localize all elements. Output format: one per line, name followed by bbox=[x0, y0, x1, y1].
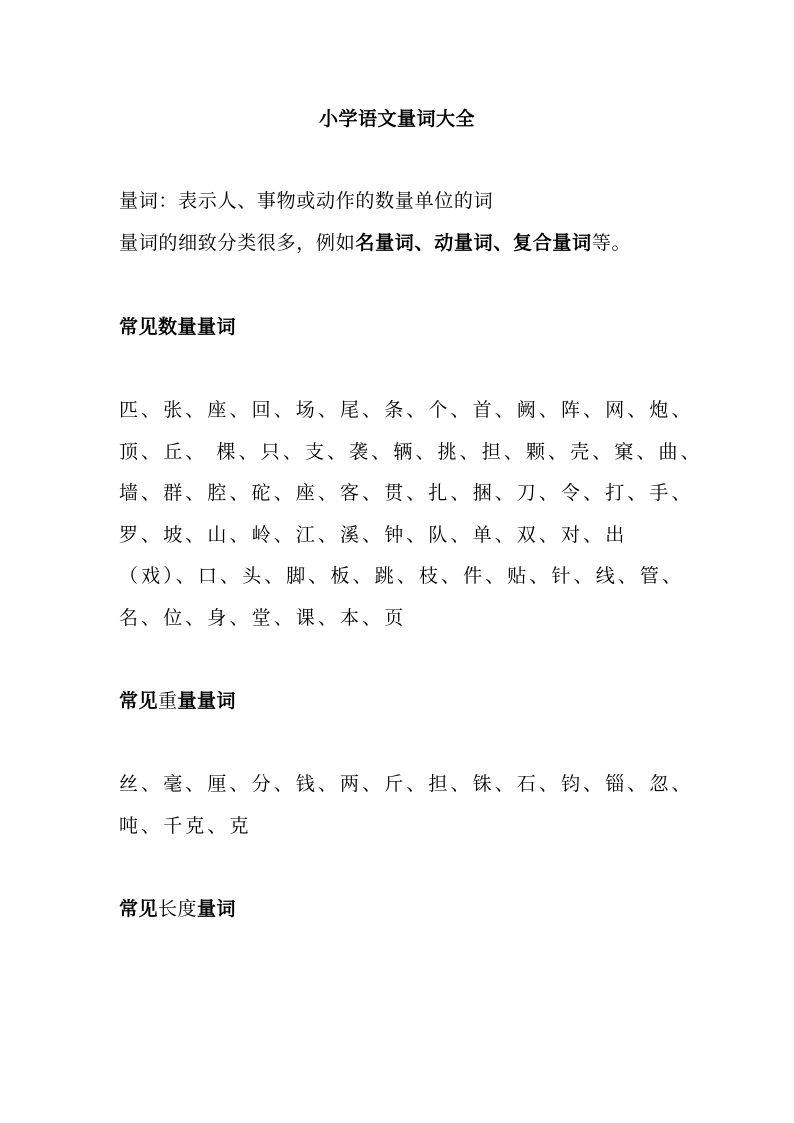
weight-word-list bbox=[119, 771, 694, 854]
word-row: 丝、毫、厘、分、钱、两、斤、担、铢、石、钧、锱、忽、 bbox=[119, 773, 694, 795]
heading-part: 常见 bbox=[119, 690, 159, 712]
word-row: 匹、张、座、回、场、尾、条、个、首、阙、阵、网、炮、 bbox=[119, 399, 694, 421]
heading-part: 量量词 bbox=[177, 690, 237, 712]
classification-prefix: 量词的细致分类很多，例如 bbox=[119, 232, 356, 254]
word-row: 墙、群、腔、砣、座、客、贯、扎、捆、刀、令、打、手、 bbox=[119, 482, 694, 504]
heading-part: 长度 bbox=[158, 898, 198, 920]
word-row: 名、位、身、堂、课、本、页 bbox=[119, 606, 407, 629]
section-heading-quantity bbox=[119, 314, 236, 340]
quantity-word-list bbox=[119, 397, 703, 646]
word-row: 吨、千克、克 bbox=[119, 814, 252, 837]
heading-part: 常见 bbox=[119, 898, 159, 920]
definition-line: 量词：表示人、事物或动作的数量单位的词 bbox=[119, 190, 494, 212]
document-title: 小学语文量词大全 bbox=[318, 108, 475, 130]
word-row: 罗、坡、山、岭、江、溪、钟、队、单、双、对、出 bbox=[119, 523, 628, 546]
heading-part: 常见数量量词 bbox=[119, 316, 237, 338]
classification-emphasis: 名量词、动量词、复合量词 bbox=[355, 232, 592, 254]
word-row: （戏）、口、头、脚、板、跳、枝、件、贴、针、线、管、 bbox=[119, 565, 685, 587]
classification-suffix: 等。 bbox=[591, 232, 632, 254]
heading-part: 量词 bbox=[197, 898, 237, 920]
heading-part: 重 bbox=[158, 690, 178, 712]
section-heading-length bbox=[119, 896, 236, 922]
word-row: 顶、丘、 棵、只、支、袭、辆、挑、担、颗、壳、窠、曲、 bbox=[119, 440, 703, 463]
section-heading-weight bbox=[119, 688, 236, 714]
classification-line bbox=[119, 230, 631, 256]
